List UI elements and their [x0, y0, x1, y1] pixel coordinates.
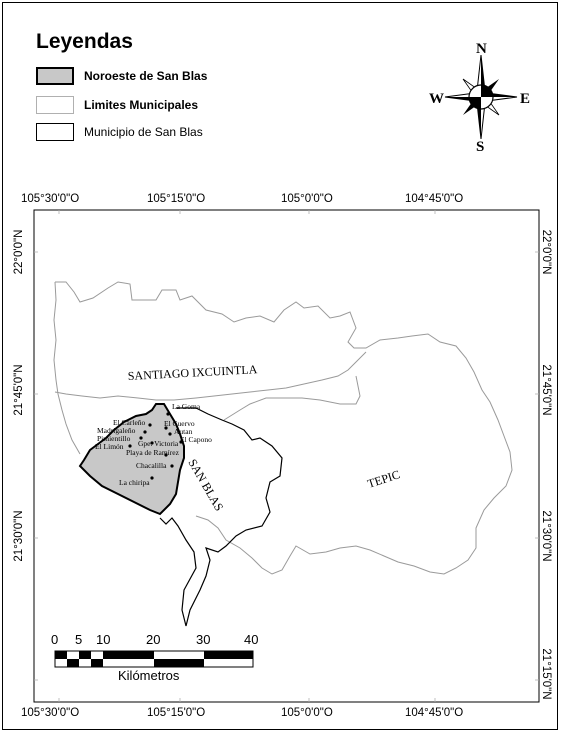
- place-label-el-cuervo: El Cuervo: [164, 419, 195, 428]
- lat-left-tick-3: 21°30'0"N: [13, 510, 25, 562]
- lon-top-tick-4: 104°45'0"O: [405, 193, 464, 205]
- scale-tick-5: 5: [75, 632, 83, 647]
- region-label-tepic: TEPIC: [365, 467, 402, 491]
- place-label-el-carleno: El Carleño: [113, 418, 146, 427]
- lon-top-tick-2: 105°15'0"O: [147, 193, 206, 205]
- place-label-chacalilla: Chacalilla: [136, 461, 167, 470]
- lon-top-tick-1: 105°30'0"O: [21, 193, 80, 205]
- lon-bottom-tick-3: 105°0'0"O: [281, 707, 333, 719]
- compass-e-label: E: [520, 91, 531, 107]
- scale-tick-20: 20: [146, 632, 161, 647]
- lon-bottom-tick-2: 105°15'0"O: [147, 707, 206, 719]
- scale-bar: [55, 651, 253, 667]
- scale-tick-0: 0: [51, 632, 59, 647]
- santiago-tepic-boundary: [55, 352, 366, 420]
- coast-line: [54, 282, 80, 454]
- scale-tick-10: 10: [96, 632, 111, 647]
- region-label-san-blas: SAN BLAS: [185, 456, 227, 514]
- lat-right-tick-2: 21°45'0"N: [540, 364, 552, 416]
- legend-label-municipio: Municipio de San Blas: [84, 125, 203, 139]
- place-label-el-limon: El Limón: [95, 442, 124, 451]
- place-label-gpe-victoria: Gpe. Victoria: [138, 439, 179, 448]
- place-label-el-capono: El Capono: [180, 435, 212, 444]
- scale-unit-label: Kilómetros: [118, 668, 180, 683]
- region-label-santiago: SANTIAGO IXCUINTLA: [127, 362, 258, 383]
- place-label-la-goma: La Goma: [172, 402, 201, 411]
- compass-w-label: W: [429, 91, 444, 107]
- lat-right-tick-4: 21°15'0"N: [540, 648, 552, 700]
- lon-top-tick-3: 105°0'0"O: [281, 193, 333, 205]
- scale-tick-30: 30: [196, 632, 211, 647]
- lon-bottom-tick-4: 104°45'0"O: [405, 707, 464, 719]
- place-label-la-chiripa: La chiripa: [119, 478, 150, 487]
- lat-left-tick-2: 21°45'0"N: [13, 364, 25, 416]
- place-label-playa-de-ramirez: Playa de Ramírez: [126, 448, 179, 457]
- legend-label-noroeste: Noroeste de San Blas: [84, 69, 208, 83]
- place-label-madrigaleno: Madrigaleño: [97, 426, 136, 435]
- compass-s-label: S: [476, 139, 485, 155]
- legend-label-limites: Limites Municipales: [84, 98, 199, 112]
- lat-right-tick-1: 22°0'0"N: [540, 229, 552, 275]
- legend-title: Leyendas: [36, 30, 133, 53]
- place-label-autan: Autan: [174, 427, 193, 436]
- lat-right-tick-3: 21°30'0"N: [540, 510, 552, 562]
- place-label-pimientillo: Pimientillo: [97, 434, 131, 443]
- compass-n-label: N: [476, 41, 487, 57]
- lon-bottom-tick-1: 105°30'0"O: [21, 707, 80, 719]
- lat-left-tick-1: 22°0'0"N: [13, 229, 25, 275]
- scale-tick-40: 40: [244, 632, 259, 647]
- compass-rose: [429, 41, 530, 155]
